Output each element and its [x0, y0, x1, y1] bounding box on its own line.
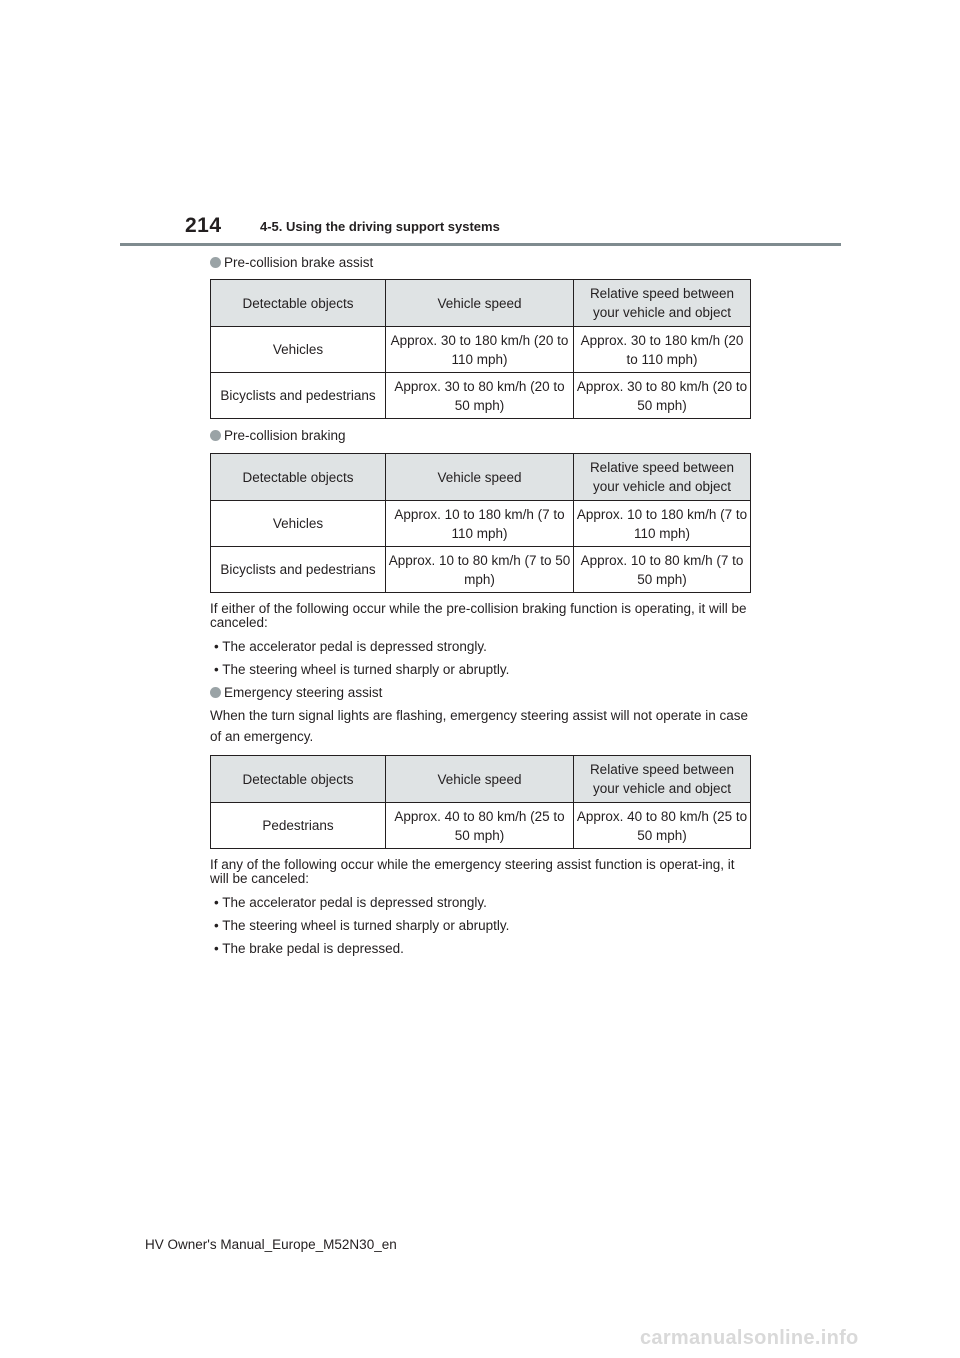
steering-cancel-intro: If any of the following occur while the emergency steering assist function is operat-ing, it will be canceled:: [210, 857, 735, 886]
table-cell: Approx. 30 to 180 km/h (20 to 110 mph): [574, 327, 751, 373]
table-cell: Approx. 30 to 80 km/h (20 to 50 mph): [574, 373, 751, 419]
table-cell: Vehicles: [211, 327, 386, 373]
bullet-dot-icon: [210, 257, 221, 268]
table-row: [211, 501, 751, 547]
table-cell: Approx. 30 to 180 km/h (20 to 110 mph): [386, 327, 574, 373]
header-relative-speed: Relative speed between your vehicle and object: [574, 454, 751, 501]
table-cell: Vehicles: [211, 501, 386, 547]
table-row: [211, 373, 751, 419]
list-item: • The accelerator pedal is depressed strongly.: [214, 639, 487, 654]
page-number: 214: [185, 214, 222, 237]
list-item: • The steering wheel is turned sharply or abruptly.: [214, 662, 510, 677]
section-title: 4-5. Using the driving support systems: [260, 219, 500, 234]
watermark: carmanualsonline.info: [640, 1327, 859, 1349]
braking-cancel-intro: If either of the following occur while the pre-collision braking function is operating, it will be canceled:: [210, 601, 747, 630]
header-detectable-objects: Detectable objects: [211, 454, 386, 501]
bullet-dot-icon: [210, 430, 221, 441]
table-header-row: [211, 756, 751, 803]
page-content: [210, 254, 750, 957]
header-vehicle-speed: Vehicle speed: [386, 280, 574, 327]
header-vehicle-speed: Vehicle speed: [386, 756, 574, 803]
table-cell: Pedestrians: [211, 803, 386, 849]
table-cell: Bicyclists and pedestrians: [211, 547, 386, 593]
list-item: • The brake pedal is depressed.: [214, 941, 404, 956]
header-relative-speed: Relative speed between your vehicle and object: [574, 280, 751, 327]
list-item: • The steering wheel is turned sharply or abruptly.: [214, 918, 510, 933]
table-cell: Approx. 10 to 180 km/h (7 to 110 mph): [574, 501, 751, 547]
list-item: • The accelerator pedal is depressed strongly.: [214, 895, 487, 910]
table-row: [211, 547, 751, 593]
braking-table: [210, 453, 751, 593]
steering-assist-table: [210, 755, 751, 849]
steering-assist-heading: Emergency steering assist: [210, 684, 750, 701]
steering-assist-note: When the turn signal lights are flashing, emergency steering assist will not operate in case of an emergency.: [210, 708, 749, 744]
header-vehicle-speed: Vehicle speed: [386, 454, 574, 501]
header-detectable-objects: Detectable objects: [211, 280, 386, 327]
table-cell: Approx. 40 to 80 km/h (25 to 50 mph): [386, 803, 574, 849]
braking-heading: Pre-collision braking: [210, 427, 750, 444]
table-row: [211, 803, 751, 849]
table-cell: Approx. 10 to 180 km/h (7 to 110 mph): [386, 501, 574, 547]
table-cell: Approx. 40 to 80 km/h (25 to 50 mph): [574, 803, 751, 849]
table-cell: Approx. 30 to 80 km/h (20 to 50 mph): [386, 373, 574, 419]
brake-assist-table: [210, 279, 751, 419]
table-cell: Approx. 10 to 80 km/h (7 to 50 mph): [574, 547, 751, 593]
header-detectable-objects: Detectable objects: [211, 756, 386, 803]
header-rule: [120, 243, 841, 246]
table-cell: Approx. 10 to 80 km/h (7 to 50 mph): [386, 547, 574, 593]
table-row: [211, 327, 751, 373]
brake-assist-heading: Pre-collision brake assist: [210, 254, 750, 271]
header-relative-speed: Relative speed between your vehicle and object: [574, 756, 751, 803]
table-cell: Bicyclists and pedestrians: [211, 373, 386, 419]
bullet-dot-icon: [210, 687, 221, 698]
table-header-row: [211, 280, 751, 327]
table-header-row: [211, 454, 751, 501]
manual-footer: HV Owner's Manual_Europe_M52N30_en: [145, 1237, 397, 1252]
